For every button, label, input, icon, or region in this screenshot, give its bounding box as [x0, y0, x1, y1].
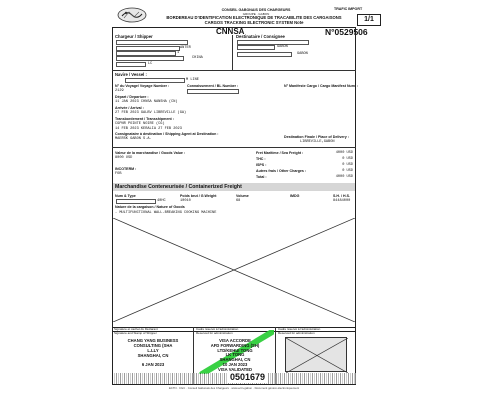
shipper-stamp-line-4: SHANGHAI, CN	[137, 353, 169, 358]
admin-stamp-line-3: LTD/KEHUI TONG	[217, 348, 253, 353]
admin-stamp-line-4: LK TONG	[225, 352, 245, 357]
bl-redaction	[187, 89, 239, 94]
isps-value: 0 USD	[342, 163, 353, 167]
admin-caption-1: Cadre réservé à l'administration	[196, 327, 239, 331]
transshipment-value-1: CGPNR POINTE NOIRE (CG)	[115, 122, 165, 126]
doc-type: TRAFIC IMPORT	[334, 7, 363, 11]
shipper-redaction-5	[116, 62, 146, 67]
agent-label: Consignataire à destination / Shipping Agent at Destination :	[115, 132, 219, 136]
shipper-redaction-1	[116, 40, 188, 45]
shipper-redaction-4	[116, 56, 184, 61]
incoterm-label: INCOTERM :	[115, 167, 137, 171]
nature-label: Nature de la cargaison / Nature of Goods	[115, 205, 185, 209]
incoterm-value: FOB	[115, 172, 122, 176]
shipper-sign-date: 6 JAN 2023	[141, 362, 165, 367]
doc-number: N°0529506	[325, 27, 368, 37]
document-subtitle: CARGOS TRACKING ELECTRONIC SYSTEM Note	[204, 20, 304, 25]
arrival-value: 27 FEB 2023 GALBV LIBREVILLE (GA)	[115, 111, 187, 115]
total-value: 4000 USD	[335, 175, 353, 179]
voyage-value: 2129	[115, 89, 124, 93]
transshipment-label: Transbordement / Transshipment :	[115, 117, 174, 121]
col-imdg: IMDG	[290, 194, 300, 198]
sea-freight-label: Fret Maritime / Sea Freight :	[256, 151, 304, 155]
col-hs: S.H. / H.S.	[333, 194, 350, 198]
vessel-redaction	[125, 78, 185, 83]
container-type: 40HC	[157, 199, 166, 203]
consignee-line2: GABON	[277, 45, 288, 49]
sea-freight-value: 4000 USD	[335, 151, 353, 155]
containerized-freight-header: Marchandise Conteneurisée / Containerized Freight	[113, 183, 355, 191]
other-charges-label: Autres frais / Other Charges :	[256, 169, 307, 173]
shipper-line2: ANTER	[180, 46, 191, 50]
other-charges-value: 0 USD	[342, 169, 353, 173]
admin-stamp-line-6: 10 JAN 2023	[222, 362, 248, 367]
nature-value: - MULTIFUNCTIONAL WALL-BREAKING COOKING MACHINE	[115, 211, 217, 215]
shipper-stamp-line-3: L.LLY	[147, 348, 159, 353]
company-subname: GROUPE · GABON	[242, 12, 270, 16]
shipper-sign-caption-2: Signature and Stamp of Shipper	[114, 331, 157, 335]
doc-code: CNNSA	[216, 27, 245, 36]
col-weight: Poids brut / G.Weight	[180, 194, 217, 198]
bl-label: Connaissement / BL Number :	[187, 84, 239, 88]
transshipment-value-2: 14 FEB 2023 KERALIA 27 FEB 2023	[115, 127, 182, 131]
dest-admin-caption-1: Cadre réservé à l'administration	[278, 327, 321, 331]
gross-weight-value: 10010	[180, 199, 191, 203]
thc-value: 0 USD	[342, 157, 353, 161]
document-title: BORDEREAU D'IDENTIFICATION ELECTRONIQUE DE TRACABILITE DES CARGAISONS	[166, 15, 342, 20]
volume-value: 68	[236, 199, 241, 203]
admin-caption-2: Reserved for administration	[196, 331, 233, 335]
departure-value: 11 JAN 2023 CHNSA NANSHA (CN)	[115, 100, 178, 104]
shipper-line5: LC	[148, 62, 153, 66]
vessel-label: Navire / Vessel :	[115, 72, 147, 77]
hs-code-value: 84484000	[333, 199, 351, 203]
col-volume: Volume	[236, 194, 249, 198]
dest-admin-empty-box	[285, 337, 347, 372]
col-num-type: Num & Type	[115, 194, 136, 198]
shipper-stamp-line-1: CHANG YANG BUSINESS	[127, 338, 179, 343]
shipper-label: Chargeur / Shipper	[115, 34, 153, 39]
destination-value: LIBREVILLE,GABON	[300, 140, 335, 144]
page-number: 1/1	[357, 14, 381, 26]
vessel-value: M LINE	[186, 78, 199, 82]
thc-label: THC :	[256, 157, 266, 161]
departure-label: Départ / Departure :	[115, 95, 149, 99]
shipper-stamp-line-2: CONSULTING (SHA	[133, 343, 173, 348]
isps-label: ISPS :	[256, 163, 267, 167]
company-name: CONSEIL GABONAIS DES CHARGEURS	[221, 8, 291, 12]
total-label: Total :	[256, 175, 267, 179]
agent-value: MAERSK GABON S.A.	[115, 137, 152, 141]
validation-number: 0501679	[230, 372, 266, 382]
admin-stamp-line-2: AFD FORWARDING (SH)	[210, 343, 260, 348]
voyage-label: N° du Voyage/ Voyage Number :	[115, 84, 170, 88]
arrival-label: Arrivée / Arrival :	[115, 106, 144, 110]
footer-text: ECTN · CGC · Conseil Gabonais des Chargeurs · www.ectn-gabon · Document généré électroniquement	[168, 386, 300, 390]
destination-label: Destination Finale / Place of Delivery :	[284, 135, 349, 139]
shipper-line3: 1	[177, 51, 180, 55]
admin-stamp-line-7: VISA VALIDATED	[217, 367, 253, 372]
shipper-country: CHINA	[192, 56, 203, 60]
consignee-redaction-2	[237, 45, 275, 50]
dest-admin-caption-2: Reserved for administration	[278, 331, 315, 335]
shipper-sign-caption-1: Signature et cachet du Déclarant	[114, 327, 158, 331]
container-redaction	[116, 199, 156, 204]
consignee-line3: GABON	[297, 52, 308, 56]
consignee-label: Destinataire / Consignee	[236, 34, 285, 39]
admin-stamp-line-1: VISA ACCORDE	[219, 338, 251, 343]
cgc-logo	[117, 7, 147, 23]
empty-goods-area	[113, 218, 355, 322]
consignee-redaction-3	[237, 52, 292, 57]
admin-stamp-line-5: SHANGHAI, CN	[219, 357, 251, 362]
goods-value-label: Valeur de la marchandise / Goods Value :	[115, 151, 186, 155]
manifest-label: N° Manifeste Cargo / Cargo Manifest Num. :	[284, 84, 359, 88]
goods-value: 8000 USD	[115, 156, 133, 160]
